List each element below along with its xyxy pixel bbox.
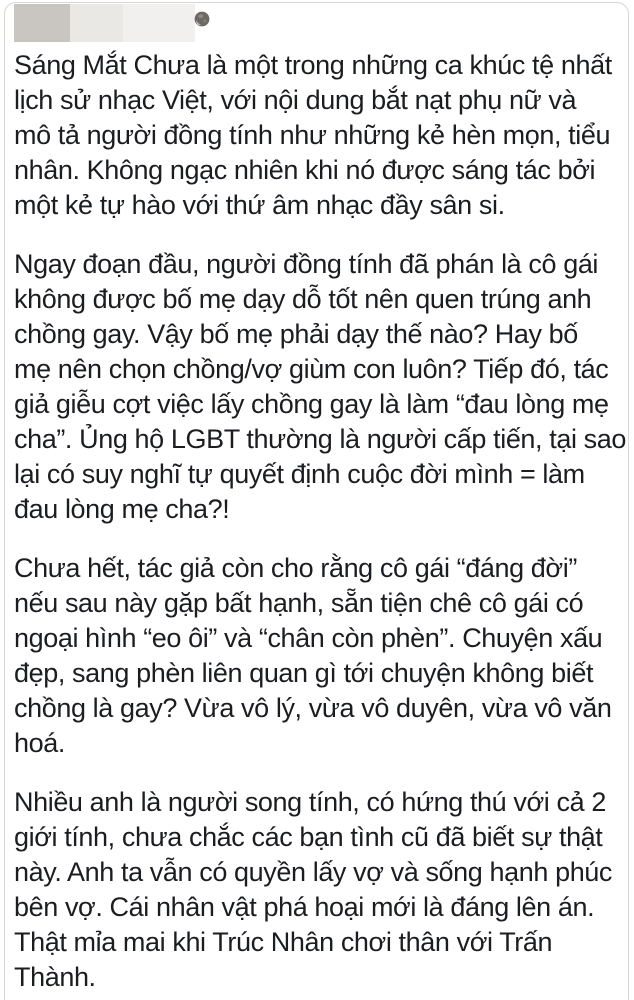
redact-block bbox=[123, 4, 195, 42]
post-paragraph bbox=[14, 551, 624, 761]
text-line: mô tả người đồng tính như những kẻ hèn mọn, tiểu bbox=[14, 120, 611, 150]
text-line: Chưa hết, tác giả còn cho rằng cô gái “đáng đời” bbox=[14, 553, 577, 583]
post-paragraph bbox=[14, 785, 624, 995]
text-line: Sáng Mắt Chưa là một trong những ca khúc tệ nhất bbox=[14, 50, 612, 80]
text-line: không được bố mẹ dạy dỗ tốt nên quen trúng anh bbox=[14, 284, 592, 314]
text-line: Nhiều anh là người song tính, có hứng thú với cả 2 bbox=[14, 787, 606, 817]
text-line: một kẻ tự hào với thứ âm nhạc đầy sân si. bbox=[14, 190, 505, 220]
text-line: hoá. bbox=[14, 728, 65, 758]
text-line: chồng gay. Vậy bố mẹ phải dạy thế nào? Hay bố bbox=[14, 319, 578, 349]
text-line: chồng là gay? Vừa vô lý, vừa vô duyên, vừa vô văn bbox=[14, 693, 612, 723]
text-line: ngoại hình “eo ôi” và “chân còn phèn”. Chuyện xấu bbox=[14, 623, 603, 653]
text-line: đẹp, sang phèn liên quan gì tới chuyện không biết bbox=[14, 658, 594, 688]
redacted-name bbox=[14, 4, 195, 42]
text-line: đau lòng mẹ cha?! bbox=[14, 494, 230, 524]
text-line: nếu sau này gặp bất hạnh, sẵn tiện chê cô gái có bbox=[14, 588, 584, 618]
text-line: giả giễu cợt việc lấy chồng gay là làm “đau lòng mẹ bbox=[14, 389, 609, 419]
text-line: Thành. bbox=[14, 962, 96, 992]
text-line: này. Anh ta vẫn có quyền lấy vợ và sống hạnh phúc bbox=[14, 857, 613, 887]
text-line: giới tính, chưa chắc các bạn tình cũ đã biết sự thật bbox=[14, 822, 603, 852]
post-card bbox=[4, 2, 629, 1000]
redact-block bbox=[70, 4, 123, 42]
text-line: mẹ nên chọn chồng/vợ giùm con luôn? Tiếp đó, tác bbox=[14, 354, 609, 384]
post-paragraph bbox=[14, 247, 627, 527]
text-line: bên vợ. Cái nhân vật phá hoại mới là đáng lên án. bbox=[14, 892, 595, 922]
post-header bbox=[5, 3, 628, 45]
text-line: Thật mỉa mai khi Trúc Nhân chơi thân với Trấn bbox=[14, 927, 553, 957]
redact-block bbox=[14, 4, 70, 42]
globe-icon bbox=[194, 11, 210, 27]
text-line: lại có suy nghĩ tự quyết định cuộc đời mình = làm bbox=[14, 459, 585, 489]
text-line: Ngay đoạn đầu, người đồng tính đã phán là cô gái bbox=[14, 249, 599, 279]
post-paragraph bbox=[14, 48, 624, 223]
text-line: cha”. Ủng hộ LGBT thường là người cấp tiến, tại sao bbox=[14, 424, 627, 454]
post-text bbox=[5, 45, 628, 995]
text-line: nhân. Không ngạc nhiên khi nó được sáng tác bởi bbox=[14, 155, 596, 185]
text-line: lịch sử nhạc Việt, với nội dung bắt nạt phụ nữ và bbox=[14, 85, 577, 115]
